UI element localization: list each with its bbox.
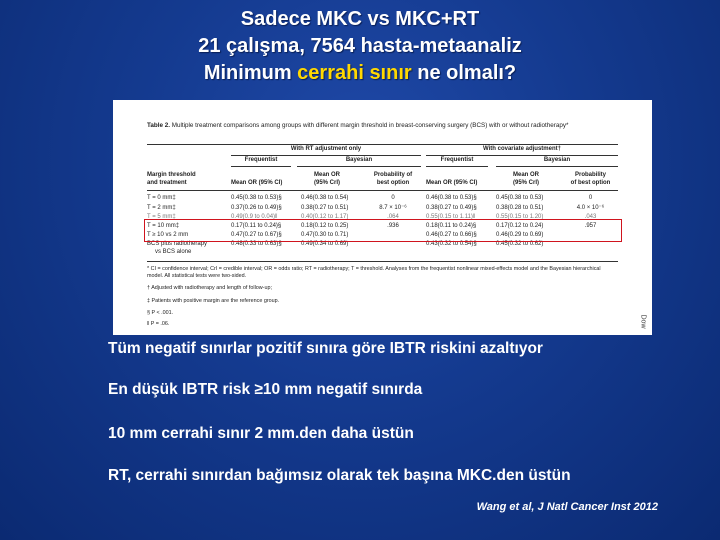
row-6-c4: 0.43(0.32 to 0.54)§ (426, 241, 477, 247)
row-6-c5: 0.45(0.32 to 0.62) (496, 241, 544, 247)
row-6-label-cont: vs BCS alone (155, 249, 192, 255)
table-caption (147, 122, 617, 130)
col-header-meanor-ci-right: Mean OR (95% CI) (426, 180, 478, 186)
col-header-margin-2: and treatment (147, 180, 187, 186)
row-6-c1: 0.48(0.33 to 0.63)§ (231, 241, 282, 247)
row-4-c5: 0.17(0.12 to 0.24) (496, 223, 544, 229)
col-header-prob-right-2: of best option (570, 180, 611, 186)
title-line-3 (0, 60, 720, 87)
table-top-rule (147, 144, 618, 145)
row-6-c2: 0.49(0.34 to 0.69) (301, 241, 349, 247)
row-1-c6: 0 (588, 195, 593, 201)
footnote-1: * CI = confidence interval; CrI = credible interval; OR = odds ratio; RT = radiotherapy; T = threshold. Analyses from the frequentist nonlinear mixed-effects model and the Bayesian hierarchical model. All statistical tests were two-sided. (147, 266, 601, 279)
row-4-c3: .936 (387, 223, 399, 229)
sub-header-bayesian-right: Bayesian (543, 157, 571, 163)
footnote-3: ‡ Patients with positive margin are the reference group. (147, 298, 280, 304)
bullet-3: 10 mm cerrahi sınır 2 mm.den daha üstün (108, 425, 414, 442)
row-1-c4: 0.46(0.38 to 0.53)§ (426, 195, 477, 201)
sub-header-frequentist-right: Frequentist (440, 157, 474, 163)
row-4-c4: 0.18(0.11 to 0.24)§ (426, 223, 477, 229)
row-3-label: T = 5 mm‡ (147, 214, 176, 220)
footnote-4: § P < .001. (147, 310, 174, 316)
row-1-c2: 0.46(0.38 to 0.54) (301, 195, 349, 201)
row-1-c5: 0.45(0.38 to 0.53) (496, 195, 544, 201)
col-header-margin-1: Margin threshold (147, 172, 196, 178)
row-5-label: T ≥ 10 vs 2 mm (147, 232, 189, 238)
table-caption-label: Table 2. (147, 122, 170, 129)
row-1-label: T = 0 mm‡ (147, 195, 176, 201)
row-5-c1: 0.47(0.27 to 0.67)§ (231, 232, 282, 238)
title-line-3-end: ne olmalı? (411, 62, 517, 84)
row-3-c5: 0.55(0.15 to 1.20) (496, 214, 544, 220)
col-header-meanor-ci-left: Mean OR (95% CI) (231, 180, 283, 186)
group-header-right: With covariate adjustment† (483, 146, 561, 152)
table-figure (113, 100, 652, 335)
row-3-c3: .064 (387, 214, 399, 220)
citation: Wang et al, J Natl Cancer Inst 2012 (476, 501, 658, 513)
highlight-box (144, 219, 622, 242)
row-3-c1: 0.49(0.9 to 0.04)‖ (231, 214, 278, 220)
col-header-prob-right-1: Probability (574, 172, 606, 178)
row-5-c5: 0.46(0.29 to 0.69) (496, 232, 544, 238)
slide-title (0, 6, 720, 87)
row-2-c2: 0.38(0.27 to 0.51) (301, 205, 349, 211)
row-5-c2: 0.47(0.30 to 0.71) (301, 232, 349, 238)
group-header-left: With RT adjustment only (290, 146, 362, 152)
group-right-rule (426, 155, 618, 156)
row-2-c4: 0.38(0.27 to 0.49)§ (426, 205, 477, 211)
sub-header-frequentist-left: Frequentist (244, 157, 278, 163)
row-4-c2: 0.18(0.12 to 0.25) (301, 223, 349, 229)
row-2-c6: 4.0 × 10⁻⁶ (576, 205, 605, 211)
header-bottom-rule (147, 190, 618, 191)
title-highlight: cerrahi sınır (297, 62, 412, 84)
col-header-cri-right: (95% CrI) (512, 180, 539, 186)
table-caption-text: Multiple treatment comparisons among groups with different margin threshold in breast-conserving surgery (BCS) with or without radiotherapy* (169, 122, 569, 129)
col-header-cri-left: (95% CrI) (313, 180, 340, 186)
bullet-1: Tüm negatif sınırlar pozitif sınıra göre IBTR riskini azaltıyor (108, 340, 543, 357)
footnote-2: † Adjusted with radiotherapy and length of follow-up; (147, 285, 272, 291)
row-6-label: BCS plus radiotherapy (147, 241, 208, 247)
sub-rule-3 (426, 166, 488, 167)
row-2-c5: 0.38(0.28 to 0.51) (496, 205, 544, 211)
sub-rule-4 (496, 166, 618, 167)
row-2-c1: 0.37(0.26 to 0.49)§ (231, 205, 282, 211)
row-1-c1: 0.45(0.38 to 0.53)§ (231, 195, 282, 201)
footnote-5: ‖ P = .06. (147, 321, 170, 327)
row-2-c3: 8.7 × 10⁻⁶ (379, 205, 407, 211)
col-header-meanor-left: Mean OR (313, 172, 340, 178)
row-1-c3: 0 (391, 195, 395, 201)
sub-header-bayesian-left: Bayesian (345, 157, 373, 163)
title-line-1: Sadece MKC vs MKC+RT (240, 8, 480, 30)
row-3-c6: .043 (584, 214, 597, 220)
row-4-c6: .957 (584, 223, 597, 229)
sub-rule-1 (231, 166, 291, 167)
table-bottom-rule (147, 261, 618, 262)
row-2-label: T = 2 mm‡ (147, 205, 176, 211)
row-4-c1: 0.17(0.11 to 0.24)§ (231, 223, 282, 229)
title-line-3-start: Minimum (203, 62, 298, 84)
row-4-label: T = 10 mm‡ (147, 223, 180, 229)
group-left-rule (231, 155, 421, 156)
col-header-prob-left-1: Probability of (373, 172, 413, 178)
row-5-c4: 0.46(0.27 to 0.66)§ (426, 232, 477, 238)
col-header-prob-left-2: best option (376, 180, 410, 186)
side-text: Dow (639, 314, 647, 329)
row-3-c4: 0.55(0.15 to 1.11)‖ (426, 214, 476, 220)
title-line-2: 21 çalışma, 7564 hasta-metaanaliz (198, 35, 522, 57)
sub-rule-2 (297, 166, 421, 167)
row-3-c2: 0.40(0.12 to 1.17) (301, 214, 349, 220)
bullet-4: RT, cerrahi sınırdan bağımsız olarak tek başına MKC.den üstün (108, 467, 571, 484)
col-header-meanor-right: Mean OR (512, 172, 539, 178)
bullet-2: En düşük IBTR risk ≥10 mm negatif sınırda (108, 381, 423, 398)
